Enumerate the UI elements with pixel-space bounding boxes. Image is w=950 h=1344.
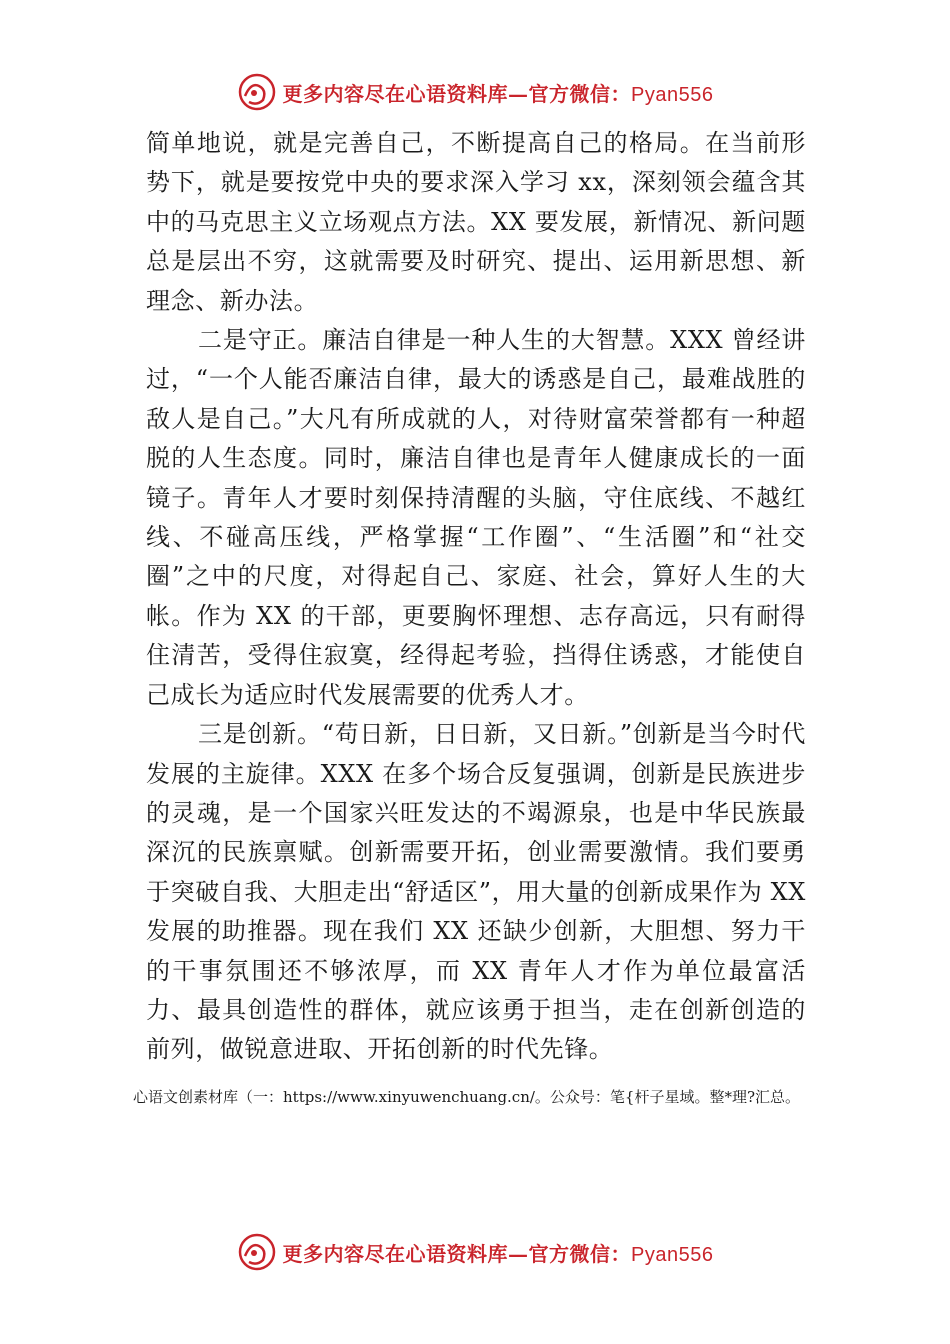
banner-cn: 更多内容尽在心语资料库—官方微信： xyxy=(282,81,632,106)
banner-wechat-id: Pyan556 xyxy=(631,1243,714,1266)
banner-text xyxy=(283,78,714,107)
paragraph-2: 二是守正。廉洁自律是一种人生的大智慧。XXX 曾经讲过，“一个人能否廉洁自律，最大的诱惑是自己，最难战胜的敌人是自己。”大凡有所成就的人，对待财富荣誉都有一种超脱的人生态度。同时，廉洁自律也是青年人健康成长的一面镜子。青年人才要时刻保持清醒的头脑，守住底线、不越红线、不碰高压线，严格掌握“工作圈”、“生活圈”和“社交圈”之中的尺度，对得起自己、家庭、社会，算好人生的大帐。作为 XX 的干部，更要胸怀理想、志存高远，只有耐得住清苦，受得住寂寞，经得起考验，挡得住诱惑，才能使自己成长为适应时代发展需要的优秀人才。 xyxy=(146,326,806,709)
banner-cn: 更多内容尽在心语资料库—官方微信： xyxy=(282,1241,632,1266)
logo-icon xyxy=(237,72,277,112)
banner-text xyxy=(283,1238,714,1267)
source-footnote: 心语文创素材库（一：https://www.xinyuwenchuang.cn/。公众号：笔{杆子星域。整*理?汇总。 xyxy=(133,1088,801,1106)
header-banner xyxy=(0,70,950,114)
banner-wechat-id: Pyan556 xyxy=(631,83,714,106)
paragraph-3: 三是创新。“苟日新，日日新，又日新。”创新是当今时代发展的主旋律。XXX 在多个场合反复强调，创新是民族进步的灵魂，是一个国家兴旺发达的不竭源泉，也是中华民族最深沉的民族禀赋。创新需要开拓，创业需要激情。我们要勇于突破自我、大胆走出“舒适区”，用大量的创新成果作为 XX 发展的助推器。现在我们 XX 还缺少创新，大胆想、努力干的干事氛围还不够浓厚，而 XX 青年人才作为单位最富活力、最具创造性的群体，就应该勇于担当，走在创新创造的前列，做锐意进取、开拓创新的时代先锋。 xyxy=(146,720,806,1064)
logo-icon xyxy=(237,1232,277,1272)
document-body xyxy=(146,124,806,1070)
paragraph-1: 简单地说，就是完善自己，不断提高自己的格局。在当前形势下，就是要按党中央的要求深入学习 xx，深刻领会蕴含其中的马克思主义立场观点方法。XX 要发展，新情况、新问题总是层出不穷，这就需要及时研究、提出、运用新思想、新理念、新办法。 xyxy=(146,129,806,315)
footer-banner xyxy=(0,1230,950,1274)
